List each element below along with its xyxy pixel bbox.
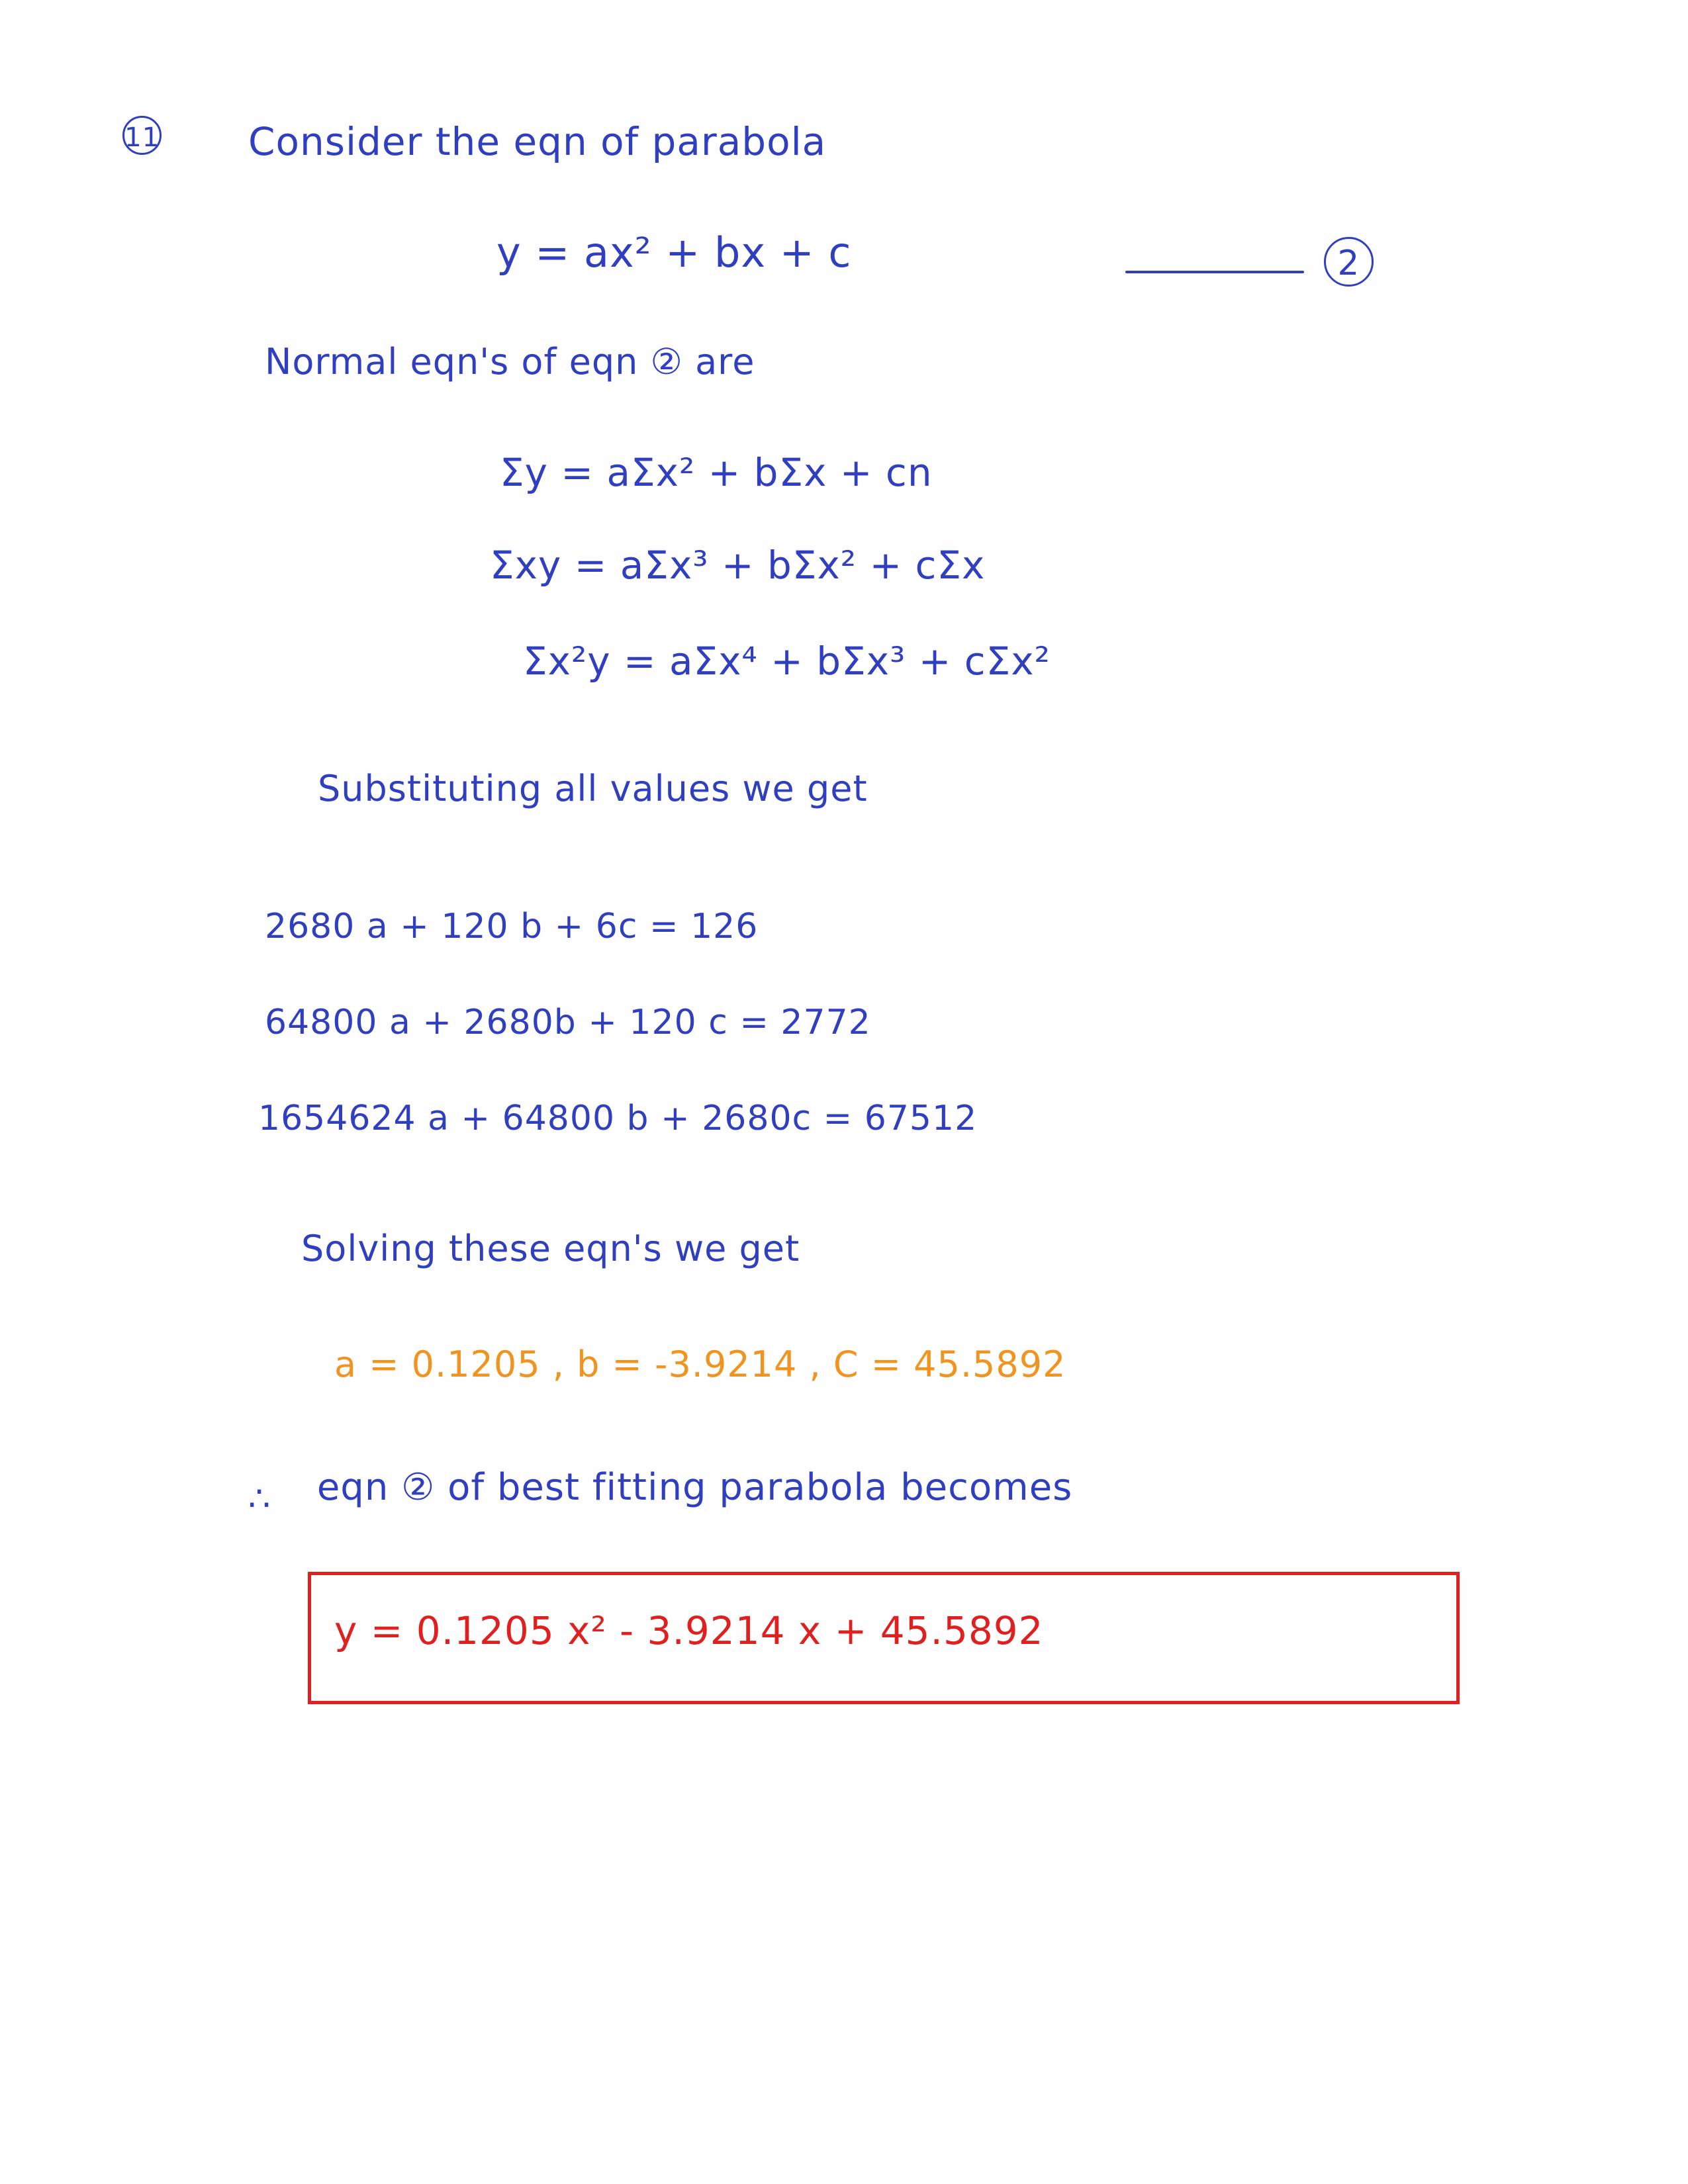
final-parabola-equation: y = 0.1205 x² - 3.9214 x + 45.5892 — [334, 1608, 1044, 1653]
normal-equation-2: Σxy = aΣx³ + bΣx² + cΣx — [490, 543, 986, 588]
solved-coefficients: a = 0.1205 , b = -3.9214 , C = 45.5892 — [334, 1343, 1066, 1385]
substitution-label: Substituting all values we get — [318, 768, 868, 809]
conclusion-text-value: eqn ② of best fitting parabola becomes — [316, 1466, 1073, 1509]
normal-equation-1: Σy = aΣx² + bΣx + cn — [500, 450, 933, 495]
normal-equation-3: Σx²y = aΣx⁴ + bΣx³ + cΣx² — [523, 639, 1051, 684]
therefore-icon: ∴ — [248, 1479, 271, 1519]
system-equation-1: 2680 a + 120 b + 6c = 126 — [265, 907, 759, 946]
solving-label: Solving these eqn's we get — [301, 1228, 800, 1269]
equation-tag-2 — [1324, 237, 1374, 287]
conclusion-text — [252, 1466, 1072, 1509]
system-equation-2: 64800 a + 2680b + 120 c = 2772 — [265, 1003, 871, 1042]
parabola-equation: y = ax² + bx + c — [496, 228, 852, 277]
equation-tag-circle: 2 — [1324, 237, 1374, 287]
equation-leader-dash — [1125, 265, 1304, 277]
question-number — [122, 116, 162, 155]
normal-equations-label-text: Normal eqn's of eqn ② are — [265, 341, 755, 383]
intro-text: Consider the eqn of parabola — [248, 119, 827, 164]
system-equation-3: 1654624 a + 64800 b + 2680c = 67512 — [258, 1099, 978, 1138]
normal-equations-label — [265, 341, 755, 383]
question-number-circle: 11 — [122, 116, 162, 155]
